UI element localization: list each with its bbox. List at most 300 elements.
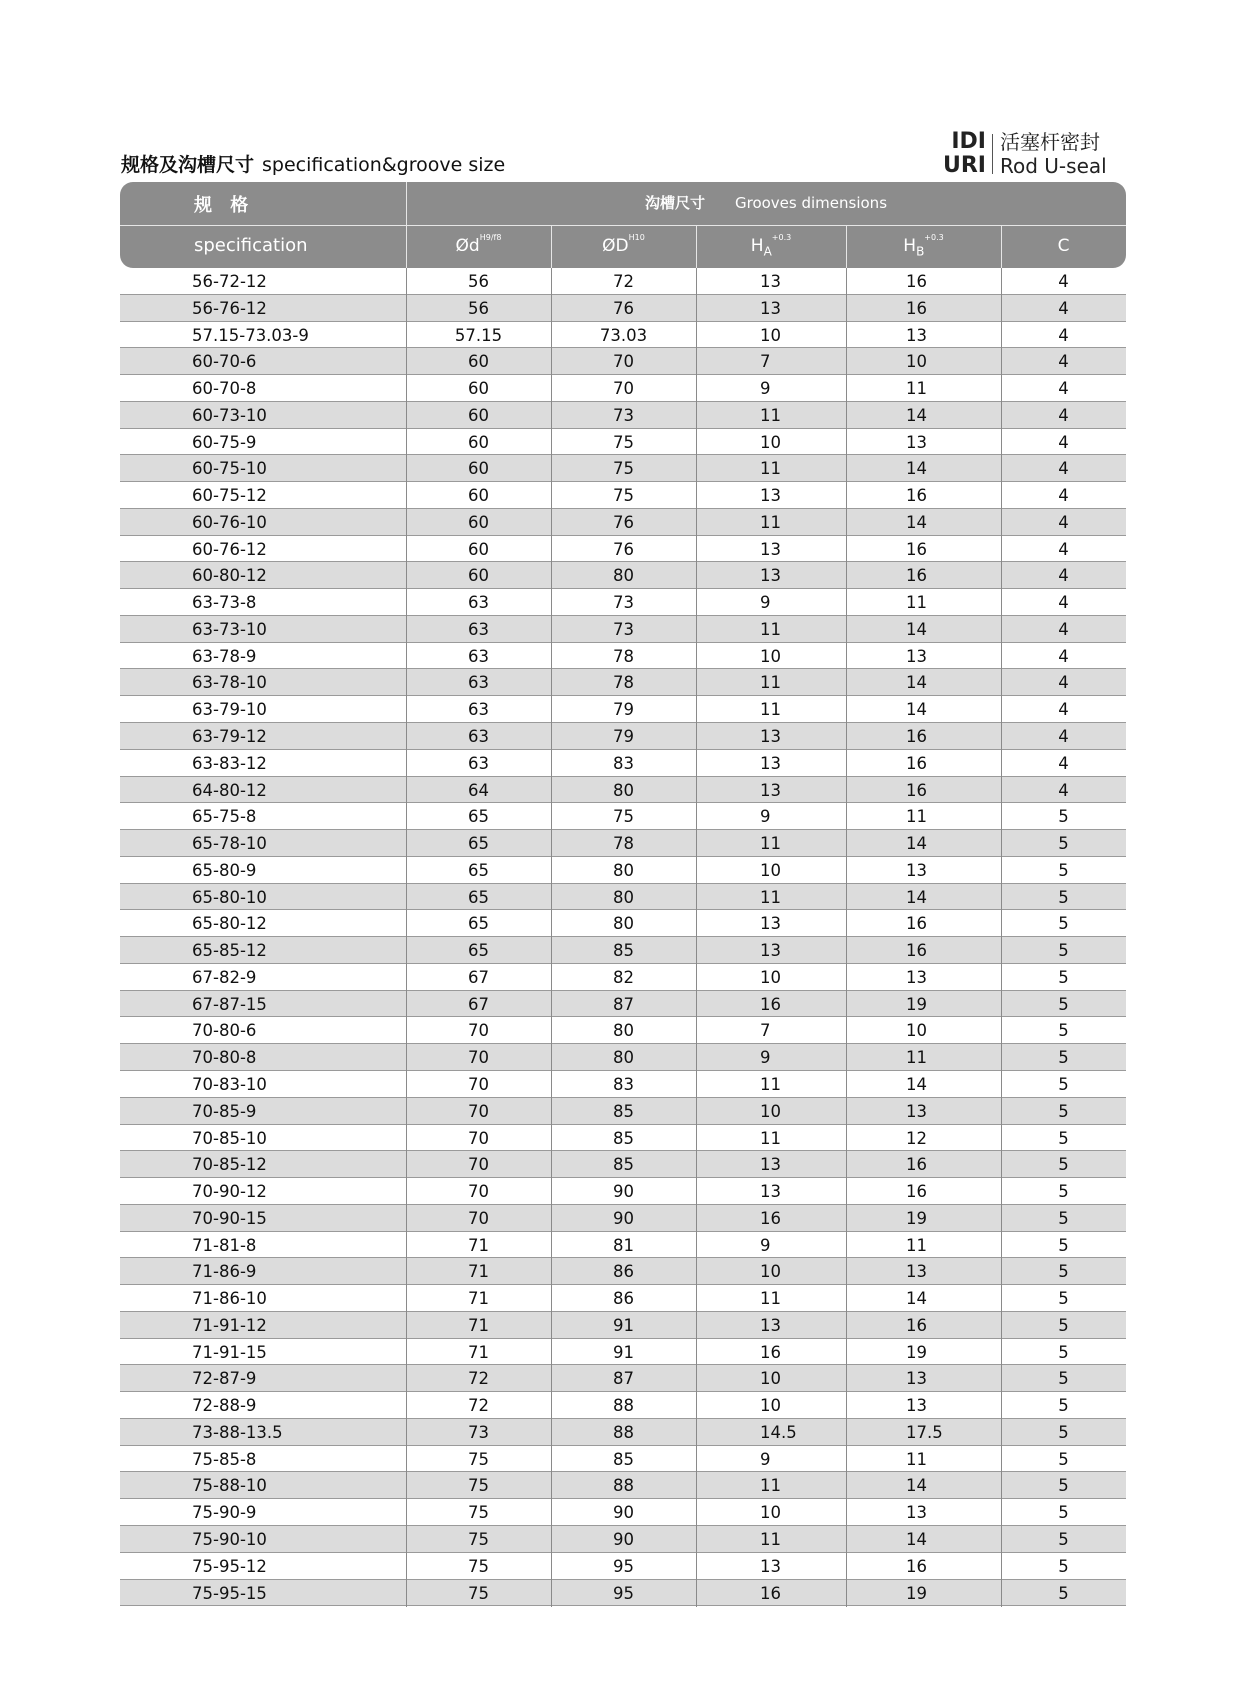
cell-ha: 10	[760, 1262, 781, 1282]
table-header	[120, 182, 1126, 268]
cell-D: 80	[613, 780, 634, 800]
cell-hb: 11	[906, 1048, 927, 1068]
cell-ha: 13	[760, 727, 781, 747]
cell-spec: 63-73-8	[192, 593, 257, 613]
cell-spec: 67-87-15	[192, 994, 267, 1014]
table-row	[120, 482, 1126, 509]
cell-D: 95	[613, 1583, 634, 1603]
cell-hb: 11	[906, 379, 927, 399]
cell-spec: 60-73-10	[192, 405, 267, 425]
cell-ha: 11	[760, 1074, 781, 1094]
cell-ha: 13	[760, 1315, 781, 1335]
cell-c: 4	[1058, 512, 1069, 532]
cell-spec: 71-86-9	[192, 1262, 257, 1282]
cell-ha: 11	[760, 834, 781, 854]
cell-ha: 10	[760, 1369, 781, 1389]
cell-c: 4	[1058, 272, 1069, 291]
table-row	[120, 1017, 1126, 1044]
cell-c: 5	[1058, 1396, 1069, 1416]
cell-spec: 75-90-9	[192, 1503, 257, 1523]
cell-ha: 16	[760, 1583, 781, 1603]
cell-c: 4	[1058, 298, 1069, 318]
cell-hb: 19	[906, 994, 927, 1014]
cell-c: 4	[1058, 432, 1069, 452]
cell-d: 71	[468, 1289, 489, 1309]
cell-spec: 70-85-10	[192, 1128, 267, 1148]
cell-c: 5	[1058, 834, 1069, 854]
cell-spec: 60-80-12	[192, 566, 267, 586]
cell-D: 81	[613, 1235, 634, 1255]
cell-D: 91	[613, 1342, 634, 1362]
cell-c: 5	[1058, 860, 1069, 880]
cell-hb: 14	[906, 1289, 927, 1309]
cell-ha: 9	[760, 1449, 771, 1469]
cell-d: 56	[468, 272, 489, 291]
brand-name-zh: 活塞杆密封	[1000, 130, 1100, 154]
header-col-d-label: Ød	[455, 236, 480, 256]
cell-c: 5	[1058, 1128, 1069, 1148]
cell-hb: 11	[906, 1235, 927, 1255]
cell-D: 87	[613, 994, 634, 1014]
cell-hb: 16	[906, 780, 927, 800]
header-col-hb	[846, 225, 1001, 268]
cell-ha: 13	[760, 1155, 781, 1175]
cell-D: 86	[613, 1262, 634, 1282]
cell-ha: 13	[760, 1556, 781, 1576]
cell-D: 82	[613, 967, 634, 987]
cell-d: 60	[468, 379, 489, 399]
cell-D: 85	[613, 941, 634, 961]
cell-c: 4	[1058, 352, 1069, 372]
table-row	[120, 669, 1126, 696]
cell-c: 4	[1058, 486, 1069, 506]
table-row	[120, 991, 1126, 1018]
cell-D: 85	[613, 1449, 634, 1469]
cell-d: 75	[468, 1476, 489, 1496]
table-row	[120, 1071, 1126, 1098]
cell-d: 71	[468, 1262, 489, 1282]
table-row	[120, 429, 1126, 456]
cell-hb: 16	[906, 1315, 927, 1335]
cell-d: 60	[468, 432, 489, 452]
cell-c: 5	[1058, 807, 1069, 827]
cell-spec: 71-86-10	[192, 1289, 267, 1309]
cell-d: 60	[468, 352, 489, 372]
cell-hb: 19	[906, 1342, 927, 1362]
cell-d: 72	[468, 1369, 489, 1389]
cell-ha: 10	[760, 967, 781, 987]
cell-c: 5	[1058, 1155, 1069, 1175]
table-row	[120, 1499, 1126, 1526]
cell-c: 5	[1058, 1101, 1069, 1121]
header-col-D-label: ØD	[602, 236, 629, 256]
cell-ha: 11	[760, 459, 781, 479]
cell-ha: 13	[760, 753, 781, 773]
cell-d: 63	[468, 753, 489, 773]
cell-d: 56	[468, 298, 489, 318]
cell-d: 75	[468, 1556, 489, 1576]
table-row	[120, 1419, 1126, 1446]
cell-spec: 60-75-9	[192, 432, 257, 452]
table-row	[120, 1553, 1126, 1580]
cell-c: 5	[1058, 1048, 1069, 1068]
cell-spec: 70-90-15	[192, 1208, 267, 1228]
cell-hb: 14	[906, 834, 927, 854]
table-row	[120, 803, 1126, 830]
cell-d: 67	[468, 967, 489, 987]
cell-hb: 14	[906, 1074, 927, 1094]
cell-spec: 71-91-12	[192, 1315, 267, 1335]
cell-hb: 14	[906, 619, 927, 639]
cell-ha: 10	[760, 325, 781, 345]
table-row	[120, 536, 1126, 563]
cell-hb: 13	[906, 967, 927, 987]
page-title	[121, 150, 505, 177]
spec-table	[120, 182, 1126, 1606]
cell-d: 70	[468, 1155, 489, 1175]
table-row	[120, 322, 1126, 349]
table-row	[120, 1258, 1126, 1285]
cell-spec: 70-83-10	[192, 1074, 267, 1094]
cell-D: 91	[613, 1315, 634, 1335]
cell-D: 90	[613, 1529, 634, 1549]
cell-hb: 14	[906, 887, 927, 907]
cell-D: 86	[613, 1289, 634, 1309]
cell-hb: 13	[906, 432, 927, 452]
cell-hb: 19	[906, 1583, 927, 1603]
column-divider	[846, 268, 847, 1607]
cell-hb: 16	[906, 914, 927, 934]
table-row	[120, 1232, 1126, 1259]
cell-D: 73	[613, 405, 634, 425]
table-row	[120, 1339, 1126, 1366]
table-row	[120, 1125, 1126, 1152]
header-col-ha-tol: +0.3	[771, 233, 792, 242]
cell-d: 63	[468, 700, 489, 720]
cell-spec: 60-76-10	[192, 512, 267, 532]
cell-c: 5	[1058, 1021, 1069, 1041]
cell-c: 5	[1058, 1449, 1069, 1469]
cell-ha: 10	[760, 1503, 781, 1523]
cell-c: 4	[1058, 619, 1069, 639]
header-vline	[696, 225, 697, 268]
cell-spec: 70-80-6	[192, 1021, 257, 1041]
cell-D: 88	[613, 1396, 634, 1416]
cell-d: 70	[468, 1048, 489, 1068]
cell-ha: 10	[760, 432, 781, 452]
table-row	[120, 402, 1126, 429]
cell-ha: 13	[760, 780, 781, 800]
cell-spec: 70-85-12	[192, 1155, 267, 1175]
cell-d: 72	[468, 1396, 489, 1416]
cell-spec: 60-70-8	[192, 379, 257, 399]
cell-ha: 9	[760, 807, 771, 827]
cell-spec: 65-80-12	[192, 914, 267, 934]
header-vline	[1001, 225, 1002, 268]
cell-c: 5	[1058, 887, 1069, 907]
cell-spec: 60-76-12	[192, 539, 267, 559]
cell-spec: 65-80-10	[192, 887, 267, 907]
cell-ha: 7	[760, 352, 771, 372]
cell-spec: 73-88-13.5	[192, 1422, 283, 1442]
cell-D: 88	[613, 1422, 634, 1442]
cell-ha: 11	[760, 619, 781, 639]
table-row	[120, 830, 1126, 857]
cell-D: 72	[613, 272, 634, 291]
cell-d: 75	[468, 1449, 489, 1469]
cell-d: 71	[468, 1315, 489, 1335]
cell-c: 5	[1058, 1182, 1069, 1202]
cell-ha: 13	[760, 1182, 781, 1202]
cell-ha: 13	[760, 941, 781, 961]
cell-spec: 63-73-10	[192, 619, 267, 639]
brand-codes	[940, 130, 986, 178]
cell-spec: 72-88-9	[192, 1396, 257, 1416]
cell-d: 63	[468, 727, 489, 747]
cell-hb: 13	[906, 1396, 927, 1416]
cell-hb: 12	[906, 1128, 927, 1148]
brand-name-en: Rod U-seal	[1000, 154, 1107, 178]
cell-D: 85	[613, 1101, 634, 1121]
cell-d: 75	[468, 1529, 489, 1549]
cell-ha: 10	[760, 646, 781, 666]
cell-d: 70	[468, 1021, 489, 1041]
cell-hb: 14	[906, 1529, 927, 1549]
header-col-hb-tol: +0.3	[924, 233, 944, 242]
header-col-d-tol: H9/f8	[479, 233, 502, 242]
cell-spec: 60-75-10	[192, 459, 267, 479]
table-row	[120, 937, 1126, 964]
cell-c: 5	[1058, 1342, 1069, 1362]
cell-d: 60	[468, 539, 489, 559]
cell-c: 5	[1058, 1235, 1069, 1255]
cell-d: 65	[468, 834, 489, 854]
cell-D: 80	[613, 860, 634, 880]
cell-ha: 13	[760, 566, 781, 586]
table-row	[120, 455, 1126, 482]
cell-hb: 17.5	[906, 1422, 943, 1442]
cell-ha: 13	[760, 914, 781, 934]
cell-spec: 60-70-6	[192, 352, 257, 372]
cell-spec: 67-82-9	[192, 967, 257, 987]
cell-D: 83	[613, 1074, 634, 1094]
cell-D: 70	[613, 352, 634, 372]
cell-D: 78	[613, 646, 634, 666]
cell-D: 95	[613, 1556, 634, 1576]
header-groove-zh: 沟槽尺寸	[644, 194, 705, 212]
cell-D: 78	[613, 673, 634, 693]
cell-ha: 14.5	[760, 1422, 797, 1442]
cell-ha: 10	[760, 1396, 781, 1416]
cell-c: 5	[1058, 914, 1069, 934]
cell-hb: 13	[906, 1262, 927, 1282]
cell-c: 5	[1058, 1529, 1069, 1549]
cell-D: 79	[613, 700, 634, 720]
table-row	[120, 857, 1126, 884]
cell-d: 67	[468, 994, 489, 1014]
cell-hb: 13	[906, 1101, 927, 1121]
table-row	[120, 643, 1126, 670]
cell-ha: 11	[760, 1128, 781, 1148]
cell-spec: 75-95-15	[192, 1583, 267, 1603]
cell-D: 90	[613, 1182, 634, 1202]
cell-d: 63	[468, 646, 489, 666]
header-vline	[551, 225, 552, 268]
cell-d: 65	[468, 887, 489, 907]
column-divider	[696, 268, 697, 1607]
page-title-en: specification&groove size	[262, 154, 506, 176]
cell-hb: 10	[906, 352, 927, 372]
column-divider	[406, 268, 407, 1607]
cell-spec: 65-85-12	[192, 941, 267, 961]
cell-spec: 75-85-8	[192, 1449, 257, 1469]
cell-ha: 9	[760, 593, 771, 613]
header-col-ha-sub: A	[763, 244, 772, 259]
cell-spec: 65-80-9	[192, 860, 257, 880]
cell-ha: 16	[760, 1208, 781, 1228]
cell-d: 60	[468, 405, 489, 425]
cell-hb: 14	[906, 1476, 927, 1496]
cell-c: 4	[1058, 325, 1069, 345]
cell-D: 80	[613, 1048, 634, 1068]
cell-ha: 13	[760, 539, 781, 559]
cell-hb: 16	[906, 298, 927, 318]
table-body	[120, 268, 1126, 1606]
header-col-ha-label: H	[750, 236, 764, 256]
cell-d: 60	[468, 566, 489, 586]
table-row	[120, 1580, 1126, 1607]
cell-D: 78	[613, 834, 634, 854]
cell-d: 71	[468, 1342, 489, 1362]
table-row	[120, 750, 1126, 777]
header-spec-zh: 规 格	[194, 195, 255, 216]
cell-D: 90	[613, 1208, 634, 1228]
cell-hb: 13	[906, 646, 927, 666]
cell-D: 87	[613, 1369, 634, 1389]
cell-spec: 64-80-12	[192, 780, 267, 800]
cell-ha: 16	[760, 994, 781, 1014]
header-divider	[120, 225, 1126, 226]
cell-c: 5	[1058, 1074, 1069, 1094]
cell-D: 73	[613, 593, 634, 613]
table-row	[120, 1392, 1126, 1419]
cell-hb: 14	[906, 405, 927, 425]
cell-c: 5	[1058, 941, 1069, 961]
cell-spec: 60-75-12	[192, 486, 267, 506]
cell-hb: 16	[906, 272, 927, 291]
table-row	[120, 1098, 1126, 1125]
cell-hb: 13	[906, 1369, 927, 1389]
cell-spec: 63-83-12	[192, 753, 267, 773]
cell-ha: 7	[760, 1021, 771, 1041]
column-divider	[551, 268, 552, 1607]
cell-c: 4	[1058, 646, 1069, 666]
cell-ha: 9	[760, 1048, 771, 1068]
brand-names	[1000, 130, 1107, 178]
cell-c: 5	[1058, 1369, 1069, 1389]
cell-c: 4	[1058, 753, 1069, 773]
table-row	[120, 616, 1126, 643]
cell-hb: 16	[906, 566, 927, 586]
cell-hb: 14	[906, 512, 927, 532]
cell-c: 4	[1058, 780, 1069, 800]
cell-d: 70	[468, 1182, 489, 1202]
cell-c: 4	[1058, 593, 1069, 613]
cell-ha: 13	[760, 272, 781, 291]
cell-c: 5	[1058, 1503, 1069, 1523]
table-row	[120, 1526, 1126, 1553]
cell-D: 85	[613, 1155, 634, 1175]
cell-d: 60	[468, 459, 489, 479]
cell-c: 5	[1058, 1262, 1069, 1282]
cell-d: 71	[468, 1235, 489, 1255]
cell-d: 70	[468, 1074, 489, 1094]
header-col-D-tol: H10	[628, 233, 645, 242]
cell-ha: 9	[760, 1235, 771, 1255]
cell-d: 73	[468, 1422, 489, 1442]
cell-D: 73.03	[599, 325, 648, 345]
cell-D: 76	[613, 298, 634, 318]
table-row	[120, 1285, 1126, 1312]
cell-c: 4	[1058, 566, 1069, 586]
cell-hb: 11	[906, 807, 927, 827]
cell-c: 5	[1058, 967, 1069, 987]
header-groove	[406, 182, 1126, 225]
brand-code-idi: IDI	[951, 129, 986, 154]
header-vline	[406, 182, 407, 268]
cell-hb: 16	[906, 727, 927, 747]
cell-spec: 75-90-10	[192, 1529, 267, 1549]
cell-c: 5	[1058, 994, 1069, 1014]
cell-D: 80	[613, 887, 634, 907]
cell-hb: 14	[906, 700, 927, 720]
cell-d: 65	[468, 860, 489, 880]
cell-c: 4	[1058, 700, 1069, 720]
cell-D: 75	[613, 486, 634, 506]
cell-c: 4	[1058, 379, 1069, 399]
table-row	[120, 1446, 1126, 1473]
table-row	[120, 562, 1126, 589]
cell-spec: 63-79-12	[192, 727, 267, 747]
cell-c: 5	[1058, 1422, 1069, 1442]
cell-hb: 11	[906, 593, 927, 613]
header-col-d	[406, 225, 551, 268]
cell-ha: 10	[760, 860, 781, 880]
cell-D: 88	[613, 1476, 634, 1496]
cell-ha: 13	[760, 298, 781, 318]
cell-d: 57.15	[454, 325, 503, 345]
cell-D: 75	[613, 459, 634, 479]
header-vline	[846, 225, 847, 268]
cell-ha: 16	[760, 1342, 781, 1362]
cell-d: 70	[468, 1101, 489, 1121]
cell-d: 63	[468, 593, 489, 613]
cell-hb: 13	[906, 1503, 927, 1523]
cell-hb: 13	[906, 860, 927, 880]
cell-c: 4	[1058, 405, 1069, 425]
cell-spec: 70-85-9	[192, 1101, 257, 1121]
cell-D: 83	[613, 753, 634, 773]
cell-spec: 65-78-10	[192, 834, 267, 854]
cell-hb: 14	[906, 459, 927, 479]
table-row	[120, 295, 1126, 322]
table-row	[120, 1178, 1126, 1205]
cell-spec: 57.15-73.03-9	[192, 325, 309, 345]
cell-ha: 13	[760, 486, 781, 506]
cell-ha: 10	[760, 1101, 781, 1121]
cell-d: 65	[468, 807, 489, 827]
cell-spec: 72-87-9	[192, 1369, 257, 1389]
